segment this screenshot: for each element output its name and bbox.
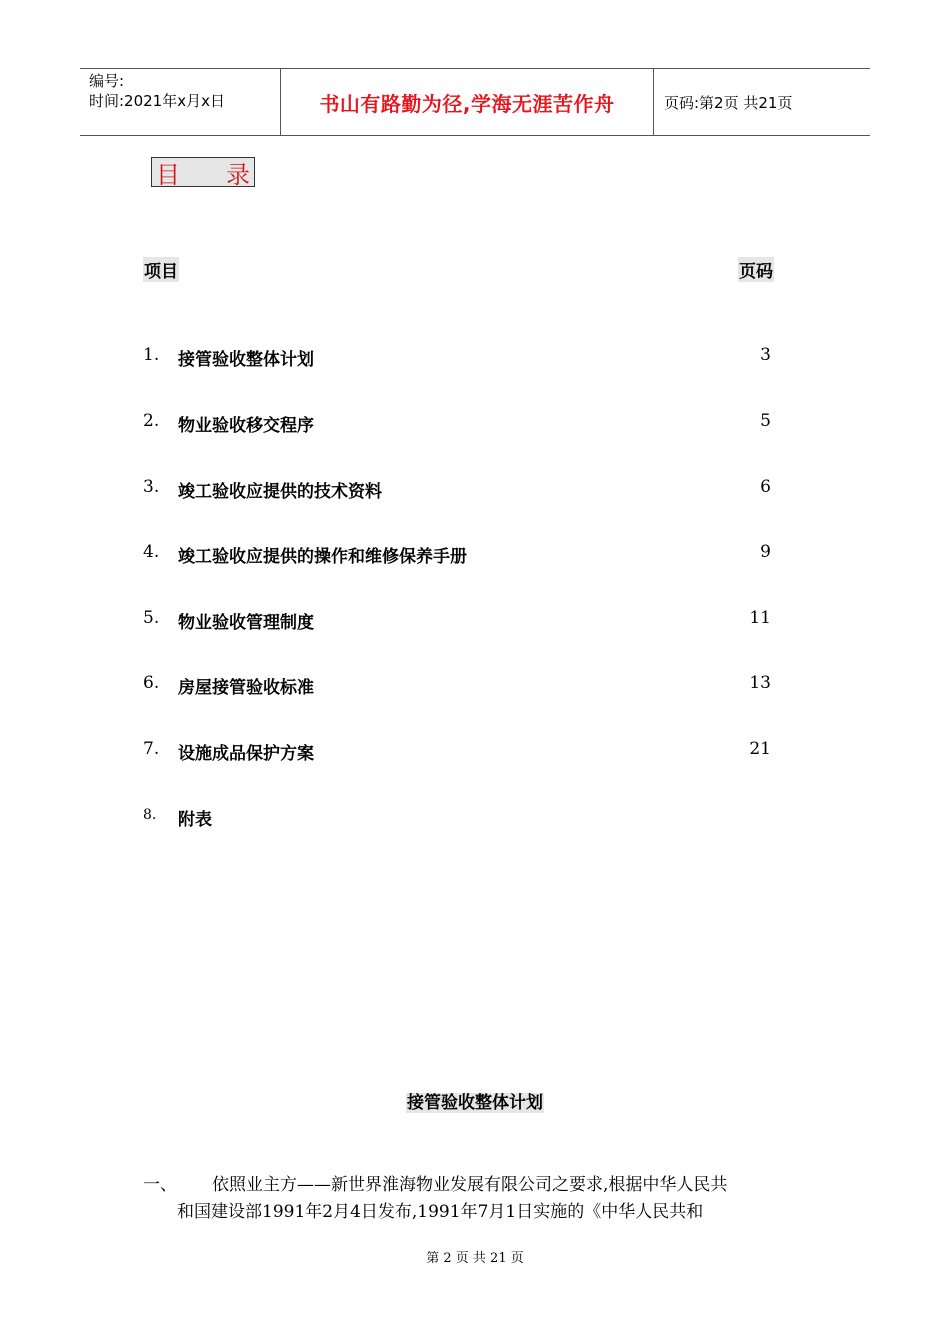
toc-entry-label: 竣工验收应提供的操作和维修保养手册: [178, 547, 467, 567]
toc-entry-number: 4.: [143, 542, 160, 562]
toc-entry-number: 1.: [143, 345, 160, 365]
toc-entry-label: 物业验收移交程序: [178, 416, 314, 436]
toc-title: [151, 157, 255, 187]
toc-entry-label: 设施成品保护方案: [178, 744, 314, 764]
toc-entry-number: 8.: [143, 807, 157, 823]
page-footer: 第 2 页 共 21 页: [426, 1251, 524, 1266]
toc-entry-page: 21: [749, 739, 771, 759]
toc-entry-page: 9: [760, 542, 771, 562]
paragraph-line-2: 和国建设部1991年2月4日发布,1991年7月1日实施的《中华人民共和: [177, 1202, 704, 1222]
toc-entry-page: 13: [749, 673, 771, 693]
section-title-text: 接管验收整体计划: [407, 1093, 543, 1113]
toc-entry-number: 2.: [143, 411, 160, 431]
time-label: 时间:2021年x月x日: [89, 92, 225, 110]
toc-entry[interactable]: [143, 411, 771, 435]
toc-entry-number: 7.: [143, 739, 160, 759]
toc-title-char-2: 录: [226, 160, 250, 189]
toc-entry-page: 3: [760, 345, 771, 365]
section-title: [0, 1088, 950, 1113]
toc-entry[interactable]: [143, 345, 771, 369]
toc-entry[interactable]: [143, 477, 771, 501]
toc-entry-page: 6: [760, 477, 771, 497]
toc-entry[interactable]: [143, 542, 771, 566]
serial-label: 编号:: [89, 72, 125, 90]
toc-column-item: 项目: [143, 257, 179, 282]
page-header: [80, 68, 870, 136]
toc-entry-number: 5.: [143, 608, 160, 628]
toc-entry-label: 接管验收整体计划: [178, 350, 314, 370]
toc-entry-label: 竣工验收应提供的技术资料: [178, 482, 382, 502]
paragraph-marker: 一、: [143, 1175, 177, 1195]
header-page-info: 页码:第2页 共21页: [664, 93, 793, 112]
toc-title-char-1: 目: [156, 160, 180, 189]
toc-entry[interactable]: [143, 608, 771, 632]
toc-entry-page: 5: [760, 411, 771, 431]
toc-entry-label: 房屋接管验收标准: [178, 678, 314, 698]
toc-entry[interactable]: [143, 673, 771, 697]
header-motto: 书山有路勤为径,学海无涯苦作舟: [281, 69, 654, 135]
toc-entry-number: 3.: [143, 477, 160, 497]
toc-entry-number: 6.: [143, 673, 160, 693]
toc-entry[interactable]: [143, 739, 771, 763]
toc-column-page: 页码: [738, 257, 774, 282]
paragraph-line-1: 依照业主方——新世界淮海物业发展有限公司之要求,根据中华人民共: [212, 1175, 728, 1195]
header-meta: [80, 69, 281, 135]
toc-entry[interactable]: [143, 805, 771, 829]
toc-entry-label: 附表: [178, 810, 212, 830]
toc-entry-label: 物业验收管理制度: [178, 613, 314, 633]
toc-entry-page: 11: [749, 608, 771, 628]
